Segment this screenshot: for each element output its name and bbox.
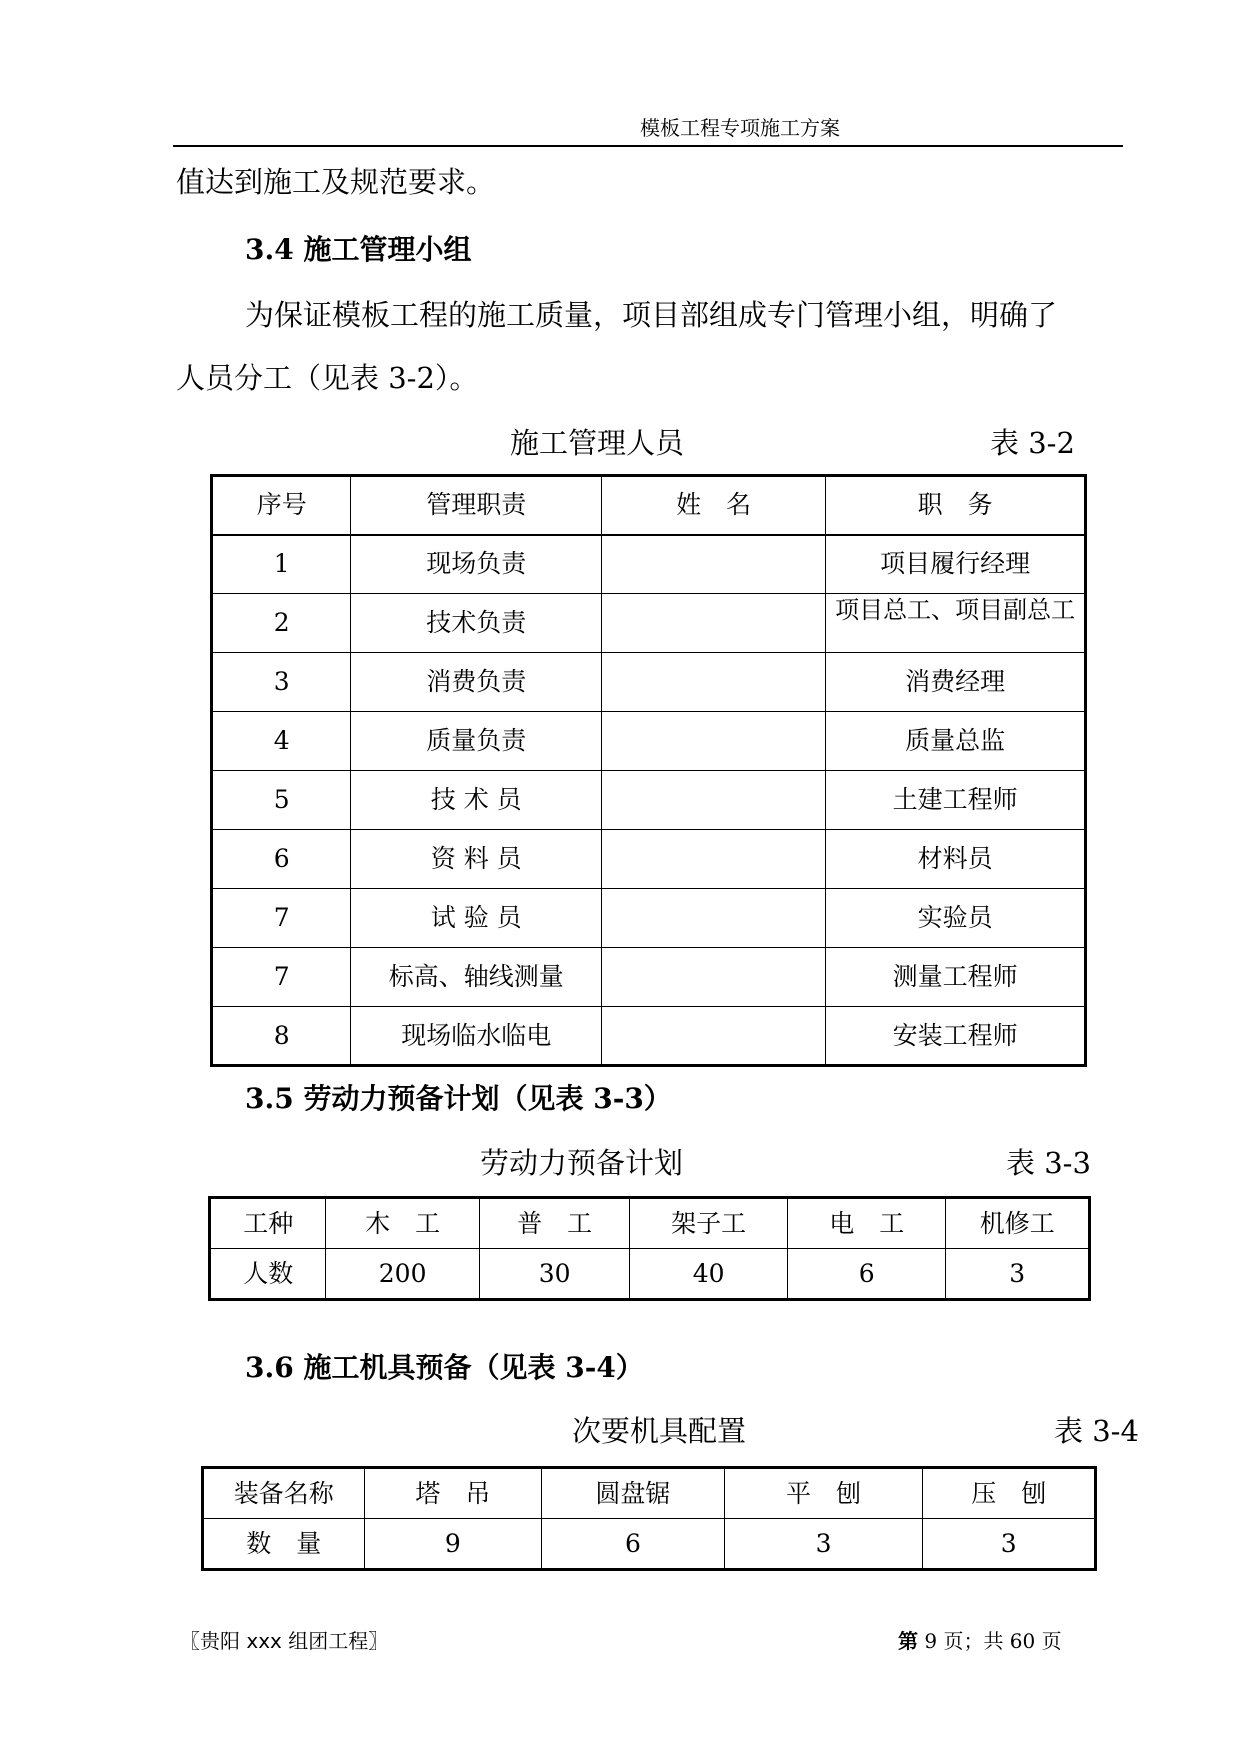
row-number: 6 (212, 830, 351, 889)
table-3-4-caption: 次要机具配置 (572, 1414, 747, 1448)
value-cell: 3 (923, 1519, 1096, 1570)
header-cell: 圆盘锯 (542, 1468, 725, 1519)
paragraph-continuation: 值达到施工及规范要求。 (176, 165, 496, 199)
duty-cell: 技 术 员 (351, 771, 602, 830)
value-cell: 人数 (210, 1249, 326, 1300)
value-cell: 3 (724, 1519, 923, 1570)
table-row (212, 653, 1086, 712)
header-cell: 电 工 (787, 1198, 946, 1249)
table-3-2-number: 表 3-2 (990, 426, 1075, 460)
duty-cell: 技术负责 (351, 594, 602, 653)
table-row (212, 535, 1086, 594)
row-number: 1 (212, 535, 351, 594)
paragraph-line-2: 人员分工（见表 3-2）。 (176, 361, 479, 395)
value-cell: 6 (787, 1249, 946, 1300)
table-header-row (212, 476, 1086, 535)
paragraph-line-1: 为保证模板工程的施工质量，项目部组成专门管理小组，明确了 (245, 298, 1058, 332)
position-cell: 安装工程师 (826, 1007, 1086, 1066)
table-row (212, 889, 1086, 948)
row-number: 7 (212, 889, 351, 948)
table-3-3 (208, 1196, 1091, 1301)
duty-cell: 资 料 员 (351, 830, 602, 889)
name-cell (602, 830, 826, 889)
name-cell (602, 535, 826, 594)
table-header-row (203, 1468, 1096, 1519)
footer-page-number (898, 1625, 1062, 1654)
table-row (212, 712, 1086, 771)
value-cell: 200 (326, 1249, 480, 1300)
duty-cell: 现场负责 (351, 535, 602, 594)
position-cell: 质量总监 (826, 712, 1086, 771)
header-rule (173, 145, 1123, 147)
header-cell: 工种 (210, 1198, 326, 1249)
value-cell: 40 (630, 1249, 788, 1300)
table-row (212, 948, 1086, 1007)
section-heading-3-4: 3.4 施工管理小组 (245, 233, 472, 266)
duty-cell: 试 验 员 (351, 889, 602, 948)
table-3-4-number: 表 3-4 (1054, 1414, 1139, 1448)
row-number: 5 (212, 771, 351, 830)
name-cell (602, 889, 826, 948)
table-row (212, 594, 1086, 653)
value-cell: 9 (364, 1519, 542, 1570)
position-cell: 项目履行经理 (826, 535, 1086, 594)
name-cell (602, 771, 826, 830)
table-3-3-number: 表 3-3 (1006, 1146, 1091, 1180)
position-cell (826, 594, 1086, 653)
header-cell: 平 刨 (724, 1468, 923, 1519)
header-cell: 管理职责 (351, 476, 602, 535)
section-heading-3-5: 3.5 劳动力预备计划（见表 3-3） (245, 1082, 672, 1115)
duty-cell: 标高、轴线测量 (351, 948, 602, 1007)
header-cell: 塔 吊 (364, 1468, 542, 1519)
header-cell: 机修工 (946, 1198, 1090, 1249)
table-row (212, 1007, 1086, 1066)
header-cell: 职 务 (826, 476, 1086, 535)
position-text: 项目总工、项目副总工 (835, 596, 1076, 624)
table-row (212, 771, 1086, 830)
header-cell: 装备名称 (203, 1468, 365, 1519)
value-cell: 数 量 (203, 1519, 365, 1570)
header-cell: 姓 名 (602, 476, 826, 535)
table-row (203, 1519, 1096, 1570)
header-cell: 序号 (212, 476, 351, 535)
header-cell: 木 工 (326, 1198, 480, 1249)
duty-cell: 质量负责 (351, 712, 602, 771)
position-cell: 土建工程师 (826, 771, 1086, 830)
row-number: 3 (212, 653, 351, 712)
row-number: 2 (212, 594, 351, 653)
header-cell: 压 刨 (923, 1468, 1096, 1519)
table-row (212, 830, 1086, 889)
table-header-row (210, 1198, 1090, 1249)
name-cell (602, 594, 826, 653)
duty-cell: 消费负责 (351, 653, 602, 712)
name-cell (602, 712, 826, 771)
position-cell: 材料员 (826, 830, 1086, 889)
section-heading-3-6: 3.6 施工机具预备（见表 3-4） (245, 1351, 644, 1384)
position-cell: 消费经理 (826, 653, 1086, 712)
table-3-2-caption: 施工管理人员 (510, 426, 685, 460)
position-cell: 实验员 (826, 889, 1086, 948)
value-cell: 3 (946, 1249, 1090, 1300)
name-cell (602, 948, 826, 1007)
value-cell: 30 (479, 1249, 630, 1300)
header-cell: 普 工 (479, 1198, 630, 1249)
row-number: 7 (212, 948, 351, 1007)
table-3-4 (201, 1466, 1097, 1571)
duty-cell: 现场临水临电 (351, 1007, 602, 1066)
table-row (210, 1249, 1090, 1300)
header-cell: 架子工 (630, 1198, 788, 1249)
table-3-3-caption: 劳动力预备计划 (480, 1146, 684, 1180)
table-3-2 (210, 474, 1087, 1067)
value-cell: 6 (542, 1519, 725, 1570)
footer-page-count: 9 页；共 60 页 (918, 1629, 1062, 1653)
position-cell: 测量工程师 (826, 948, 1086, 1007)
footer-page-prefix: 第 (898, 1629, 918, 1653)
name-cell (602, 653, 826, 712)
row-number: 4 (212, 712, 351, 771)
row-number: 8 (212, 1007, 351, 1066)
name-cell (602, 1007, 826, 1066)
page-header-title: 模板工程专项施工方案 (640, 116, 840, 140)
footer-project-name: 〖贵阳 xxx 组团工程〗 (180, 1629, 389, 1653)
